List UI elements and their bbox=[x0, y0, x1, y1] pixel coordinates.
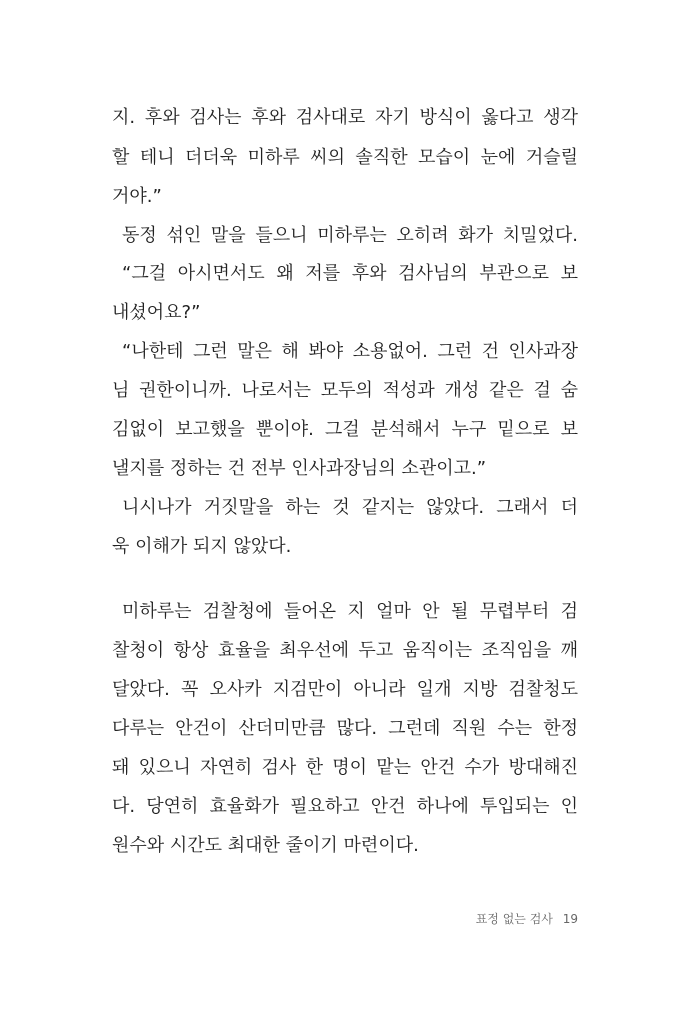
text-line: 할 테니 더더욱 미하루 씨의 솔직한 모습이 눈에 거슬릴 bbox=[112, 147, 578, 168]
text-line: 지. 후와 검사는 후와 검사대로 자기 방식이 옳다고 생각 bbox=[112, 107, 578, 128]
text-line: 김없이 보고했을 뿐이야. 그걸 분석해서 누구 밑으로 보 bbox=[112, 419, 578, 440]
text-line: 미하루는 검찰청에 들어온 지 얼마 안 될 무렵부터 검 bbox=[122, 601, 578, 622]
text-line: 욱 이해가 되지 않았다. bbox=[112, 536, 292, 557]
text-line: 낼지를 정하는 건 전부 인사과장님의 소관이고.” bbox=[112, 458, 487, 479]
text-line: 니시나가 거짓말을 하는 것 같지는 않았다. 그래서 더 bbox=[122, 497, 578, 518]
text-line: 님 권한이니까. 나로서는 모두의 적성과 개성 같은 걸 숨 bbox=[112, 380, 578, 401]
text-line: 달았다. 꼭 오사카 지검만이 아니라 일개 지방 검찰청도 bbox=[112, 679, 578, 700]
page-footer bbox=[470, 910, 578, 927]
text-line: 내셨어요?” bbox=[112, 302, 201, 323]
text-line: 돼 있으니 자연히 검사 한 명이 맡는 안건 수가 방대해진 bbox=[112, 757, 578, 778]
text-line: “나한테 그런 말은 해 봐야 소용없어. 그런 건 인사과장 bbox=[122, 341, 578, 362]
running-title: 표정 없는 검사 bbox=[475, 912, 553, 926]
text-line: 동정 섞인 말을 들으니 미하루는 오히려 화가 치밀었다. bbox=[122, 225, 578, 246]
text-line: 원수와 시간도 최대한 줄이기 마련이다. bbox=[112, 835, 419, 856]
page-number: 19 bbox=[562, 912, 578, 926]
text-line: 다루는 안건이 산더미만큼 많다. 그런데 직원 수는 한정 bbox=[112, 718, 578, 739]
text-line: 거야.” bbox=[112, 186, 162, 207]
text-line: 다. 당연히 효율화가 필요하고 안건 하나에 투입되는 인 bbox=[112, 796, 578, 817]
text-line: “그걸 아시면서도 왜 저를 후와 검사님의 부관으로 보 bbox=[122, 263, 578, 284]
text-line: 찰청이 항상 효율을 최우선에 두고 움직이는 조직임을 깨 bbox=[112, 640, 578, 661]
